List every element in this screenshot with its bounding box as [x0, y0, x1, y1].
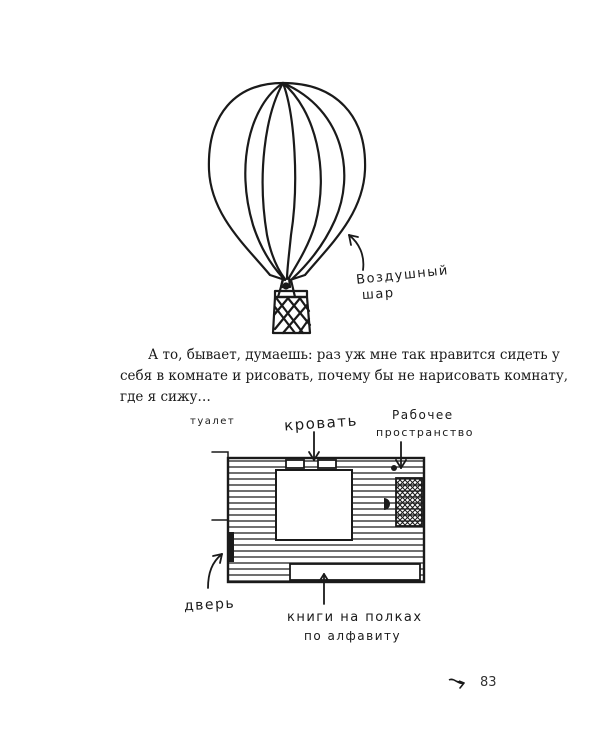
- page-footer: [448, 675, 497, 690]
- toilet-label: туалет: [190, 416, 236, 427]
- books-label-line1: книги на полках: [287, 610, 423, 625]
- balloon-label-line2: шар: [361, 285, 396, 304]
- paragraph-line-2: себя в комнате и рисовать, почему бы не нарисовать комнату,: [120, 368, 569, 384]
- balloon-label-line1: Воздушный: [355, 263, 450, 288]
- workspace-label-line2: пространство: [376, 426, 474, 439]
- paragraph-line-1: А то, бывает, думаешь: раз уж мне так нравится сидеть у: [148, 347, 560, 363]
- paragraph-line-3: где я сижу…: [120, 389, 211, 405]
- books-pointer-arrow: [310, 568, 340, 608]
- page-number: 83: [480, 675, 497, 690]
- hot-air-balloon-illustration: [195, 75, 395, 345]
- door-pointer-arrow: [198, 548, 228, 593]
- balloon-pointer-arrow: [335, 225, 375, 275]
- workspace-label-line1: Рабочее: [392, 408, 454, 422]
- door-label: дверь: [183, 595, 236, 615]
- workspace-pointer-arrow: [395, 440, 425, 475]
- curved-arrow-icon: [448, 677, 466, 689]
- body-paragraph: [120, 345, 569, 408]
- bed-label: кровать: [283, 411, 359, 435]
- books-label-line2: по алфавиту: [304, 629, 402, 643]
- bed-pointer-arrow: [300, 428, 330, 468]
